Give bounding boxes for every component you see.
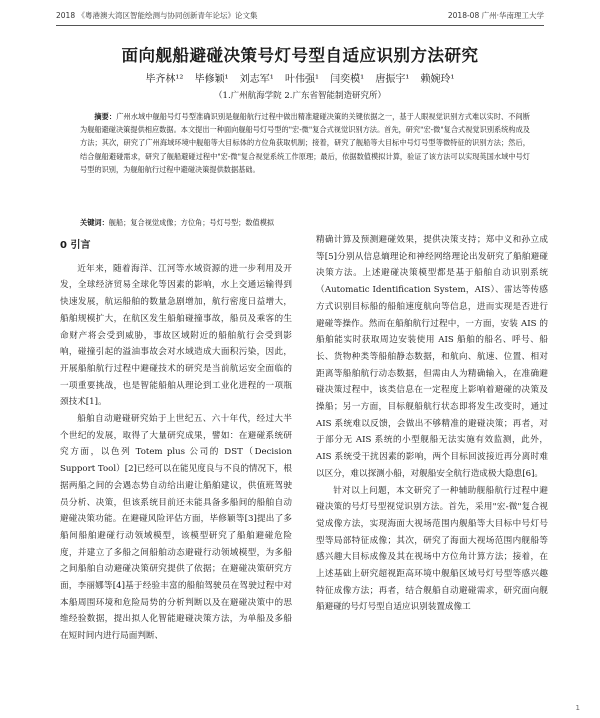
running-header-left: 2018 《粤港澳大湾区智能绘测与协同创新青年论坛》论文集 [56, 10, 258, 20]
paper-title: 面向舰船避碰决策号灯号型自适应识别方法研究 [121, 46, 479, 65]
keywords [80, 216, 530, 229]
body-column-right [316, 232, 548, 616]
keywords-text: 舰船；复合视觉成像；方位角；号灯号型；数值模拟 [108, 218, 275, 227]
abstract-text: 广州水域中舰船号灯号型准确识别是舰船航行过程中做出精准避碰决策的关键依据之一，基于人眼视觉识别方式难以实时、不间断为舰船避碰决策提供相应数据。本文提出一种面向舰船号灯号型的"宏-微"复合式视觉识别方法。首先，研究"宏-微"复合式视觉识别系统构成及方法；其次，研究了广州海域环境中舰船等大目标体的方位角获取机制；接着，研究了舰船等大目标中号灯号型等微特征的识别方法；然后，结合舰船避碰需求，研究了舰船避碰过程中"宏-微"复合视觉系统工作原理；最后，依据数值模拟计算，验证了该方法可以实现英国水域中号灯号型的识别，为舰船航行过程中避碰决策提供数据基础。 [80, 112, 530, 174]
affiliation: （1.广州航海学院 2.广东省智能制造研究所） [214, 91, 386, 101]
running-header [56, 8, 544, 26]
page-number: 1 [575, 704, 580, 712]
body-paragraph: 精确计算及预测避碰效果，提供决策支持；郑中义和孙立成等[5]分别从信息熵理论和神经网络理论出发研究了船舶避碰决策方法。上述避碰决策模型都是基于船舶自动识别系统（Automatic Identification System，AIS）、雷达等传感方式识别目标船的船舶速度航向等信息，进而实现是否进行避碰等操作。然而在船舶航行过程中，一方面，安装 AIS 的船舶能实时获取周边安装使用 AIS 船舶的船名、呼号、船长、货物种类等船舶静态数据，和航向、航速、位置、相对距离等船舶航行动态数据，但需由人为精确输入，在准确避碰决策过程中，该类信息在一定程度上影响着避碰的决策及操船；另一方面，目标舰船航行状态即将发生改变时，通过 AIS 系统难以反馈，会做出不够精准的避碰决策；再者，对于部分无 AIS 系统的小型舰船无法实施有效监测，此外，AIS 系统受干扰因素的影响，两个目标回波接近再分离时难以区分，难以探测小船，对舰船安全航行造成极大隐患[6]。 [316, 235, 548, 479]
abstract [80, 110, 530, 176]
section-heading: 0 引言 [60, 240, 91, 251]
running-header-right: 2018-08 广州·华南理工大学 [447, 10, 544, 20]
body-paragraph: 近年来，随着海洋、江河等水域资源的进一步利用及开发，全球经济贸易全球化等因素的影响，水上交通运输得到快速发展，航运船舶的数量急剧增加，航行密度日益增大，船舶规模扩大，在航区发生船舶碰撞事故，船员及乘客的生命财产将会受到威胁，事故区域附近的船舶航行会受到影响，碰撞引起的溢油事故会对水域造成大面积污染，因此，开展船舶航行过程中避碰技术的研究是当前航运安全面临的一项重要挑战，也是智能船舶从理论到工业化进程的一项瓶颈技术[1]。 [60, 263, 292, 408]
body-paragraph: 针对以上问题，本文研究了一种辅助舰船航行过程中避碰决策的号灯号型视觉识别方法。首先，采用"宏-微"复合视觉成像方法，实现海面大视场范围内舰船等大目标中号灯号型等局部特征成像；其次，研究了海面大视场范围内舰船等感兴趣大目标成像及其在视场中方位角计算方法；接着，在上述基础上研究超视距高环境中舰船区域号灯号型等感兴趣特征成像方法；再者，结合舰船自动避碰需求，研究面向舰船避碰的号灯号型自适应识别装置成像工 [316, 485, 548, 613]
body-paragraph: 船舶自动避碰研究始于上世纪五、六十年代，经过大半个世纪的发展，取得了大量研究成果，譬如：在避碰系统研究方面，以色列 Totem plus 公司的 DST（Decision Support Tool）[2]已经可以在能见度良与不良的情况下，根据两船之间的会遇态势自动给出避让船舶建议，供值班驾驶员分析、决策，但该系统目前还未能具备多船间的船舶自动避碰决策功能。在避碰风险评估方面，毕修颖等[3]提出了多船间船舶避碰行动领域模型，该模型研究了船舶避碰危险度，并建立了多船之间船舶动态避碰行动领域模型，为多船之间船舶自动避碰决策研究提供了依据；在避碰决策研究方面，李丽娜等[4]基于经验丰富的船舶驾驶员在驾驶过程中对本船周围环境和危险局势的分析判断以及在避碰决策中的思维经验数据，提出拟人化智能避碰决策方法，为单船及多船在短时间内进行局面判断、 [60, 414, 292, 642]
author-list: 毕齐林¹² 毕修颖¹ 刘志军¹ 叶伟强¹ 闫奕模¹ 唐振宇¹ 赖婉玲¹ [145, 74, 455, 85]
keywords-label: 关键词： [80, 218, 109, 227]
abstract-label: 摘要： [94, 112, 117, 121]
body-column-left [60, 232, 292, 645]
